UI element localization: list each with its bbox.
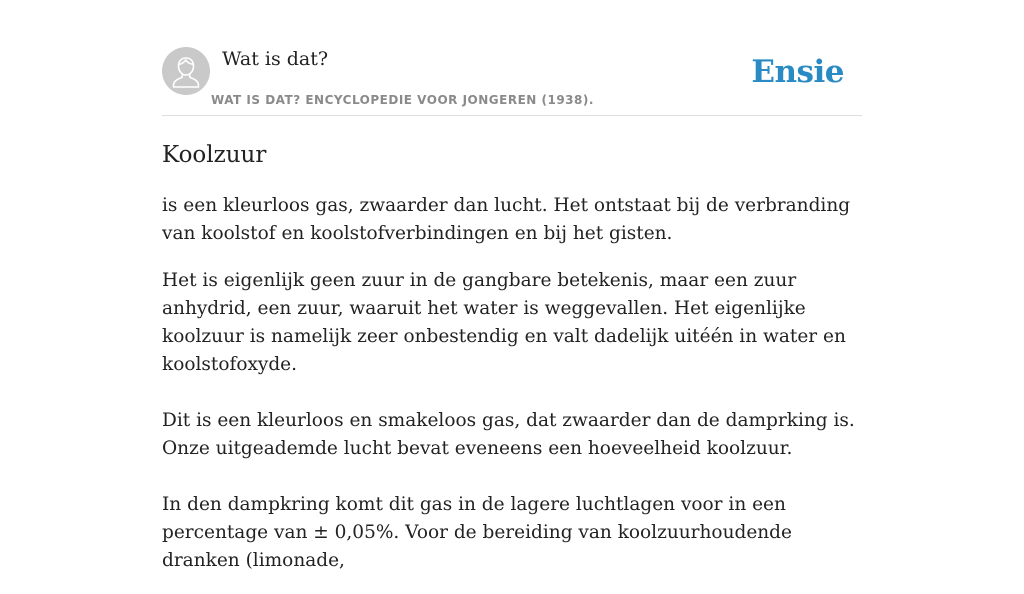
user-silhouette-icon [162, 47, 210, 95]
article-body [162, 192, 862, 594]
article-paragraph: is een kleurloos gas, zwaarder dan lucht. Het ontstaat bij de verbranding van koolstof en koolstofverbindingen en bij het gisten. [162, 195, 851, 244]
author-avatar[interactable] [162, 47, 210, 95]
article-paragraph: Het is eigenlijk geen zuur in de gangbare betekenis, maar een zuur anhydrid, een zuur, waaruit het water is weggevallen. Het eigenlijke koolzuur is namelijk zeer onbestendig en valt dadelijk uitéén in water en koolstofoxyde. [162, 270, 846, 375]
source-label[interactable]: WAT IS DAT? ENCYCLOPEDIE VOOR JONGEREN (1938). [211, 93, 594, 107]
article-title: Koolzuur [162, 142, 267, 168]
site-logo[interactable]: Ensie [751, 54, 844, 90]
author-name[interactable]: Wat is dat? [222, 48, 329, 70]
article-paragraph: In den dampkring komt dit gas in de lagere luchtlagen voor in een percentage van ± 0,05%. Voor de bereiding van koolzuurhoudende dranken (limonade, [162, 494, 792, 571]
article-header [162, 46, 862, 116]
article-paragraph: Dit is een kleurloos en smakeloos gas, dat zwaarder dan de damprking is. Onze uitgeademde lucht bevat eveneens een hoeveelheid koolzuur. [162, 410, 855, 459]
